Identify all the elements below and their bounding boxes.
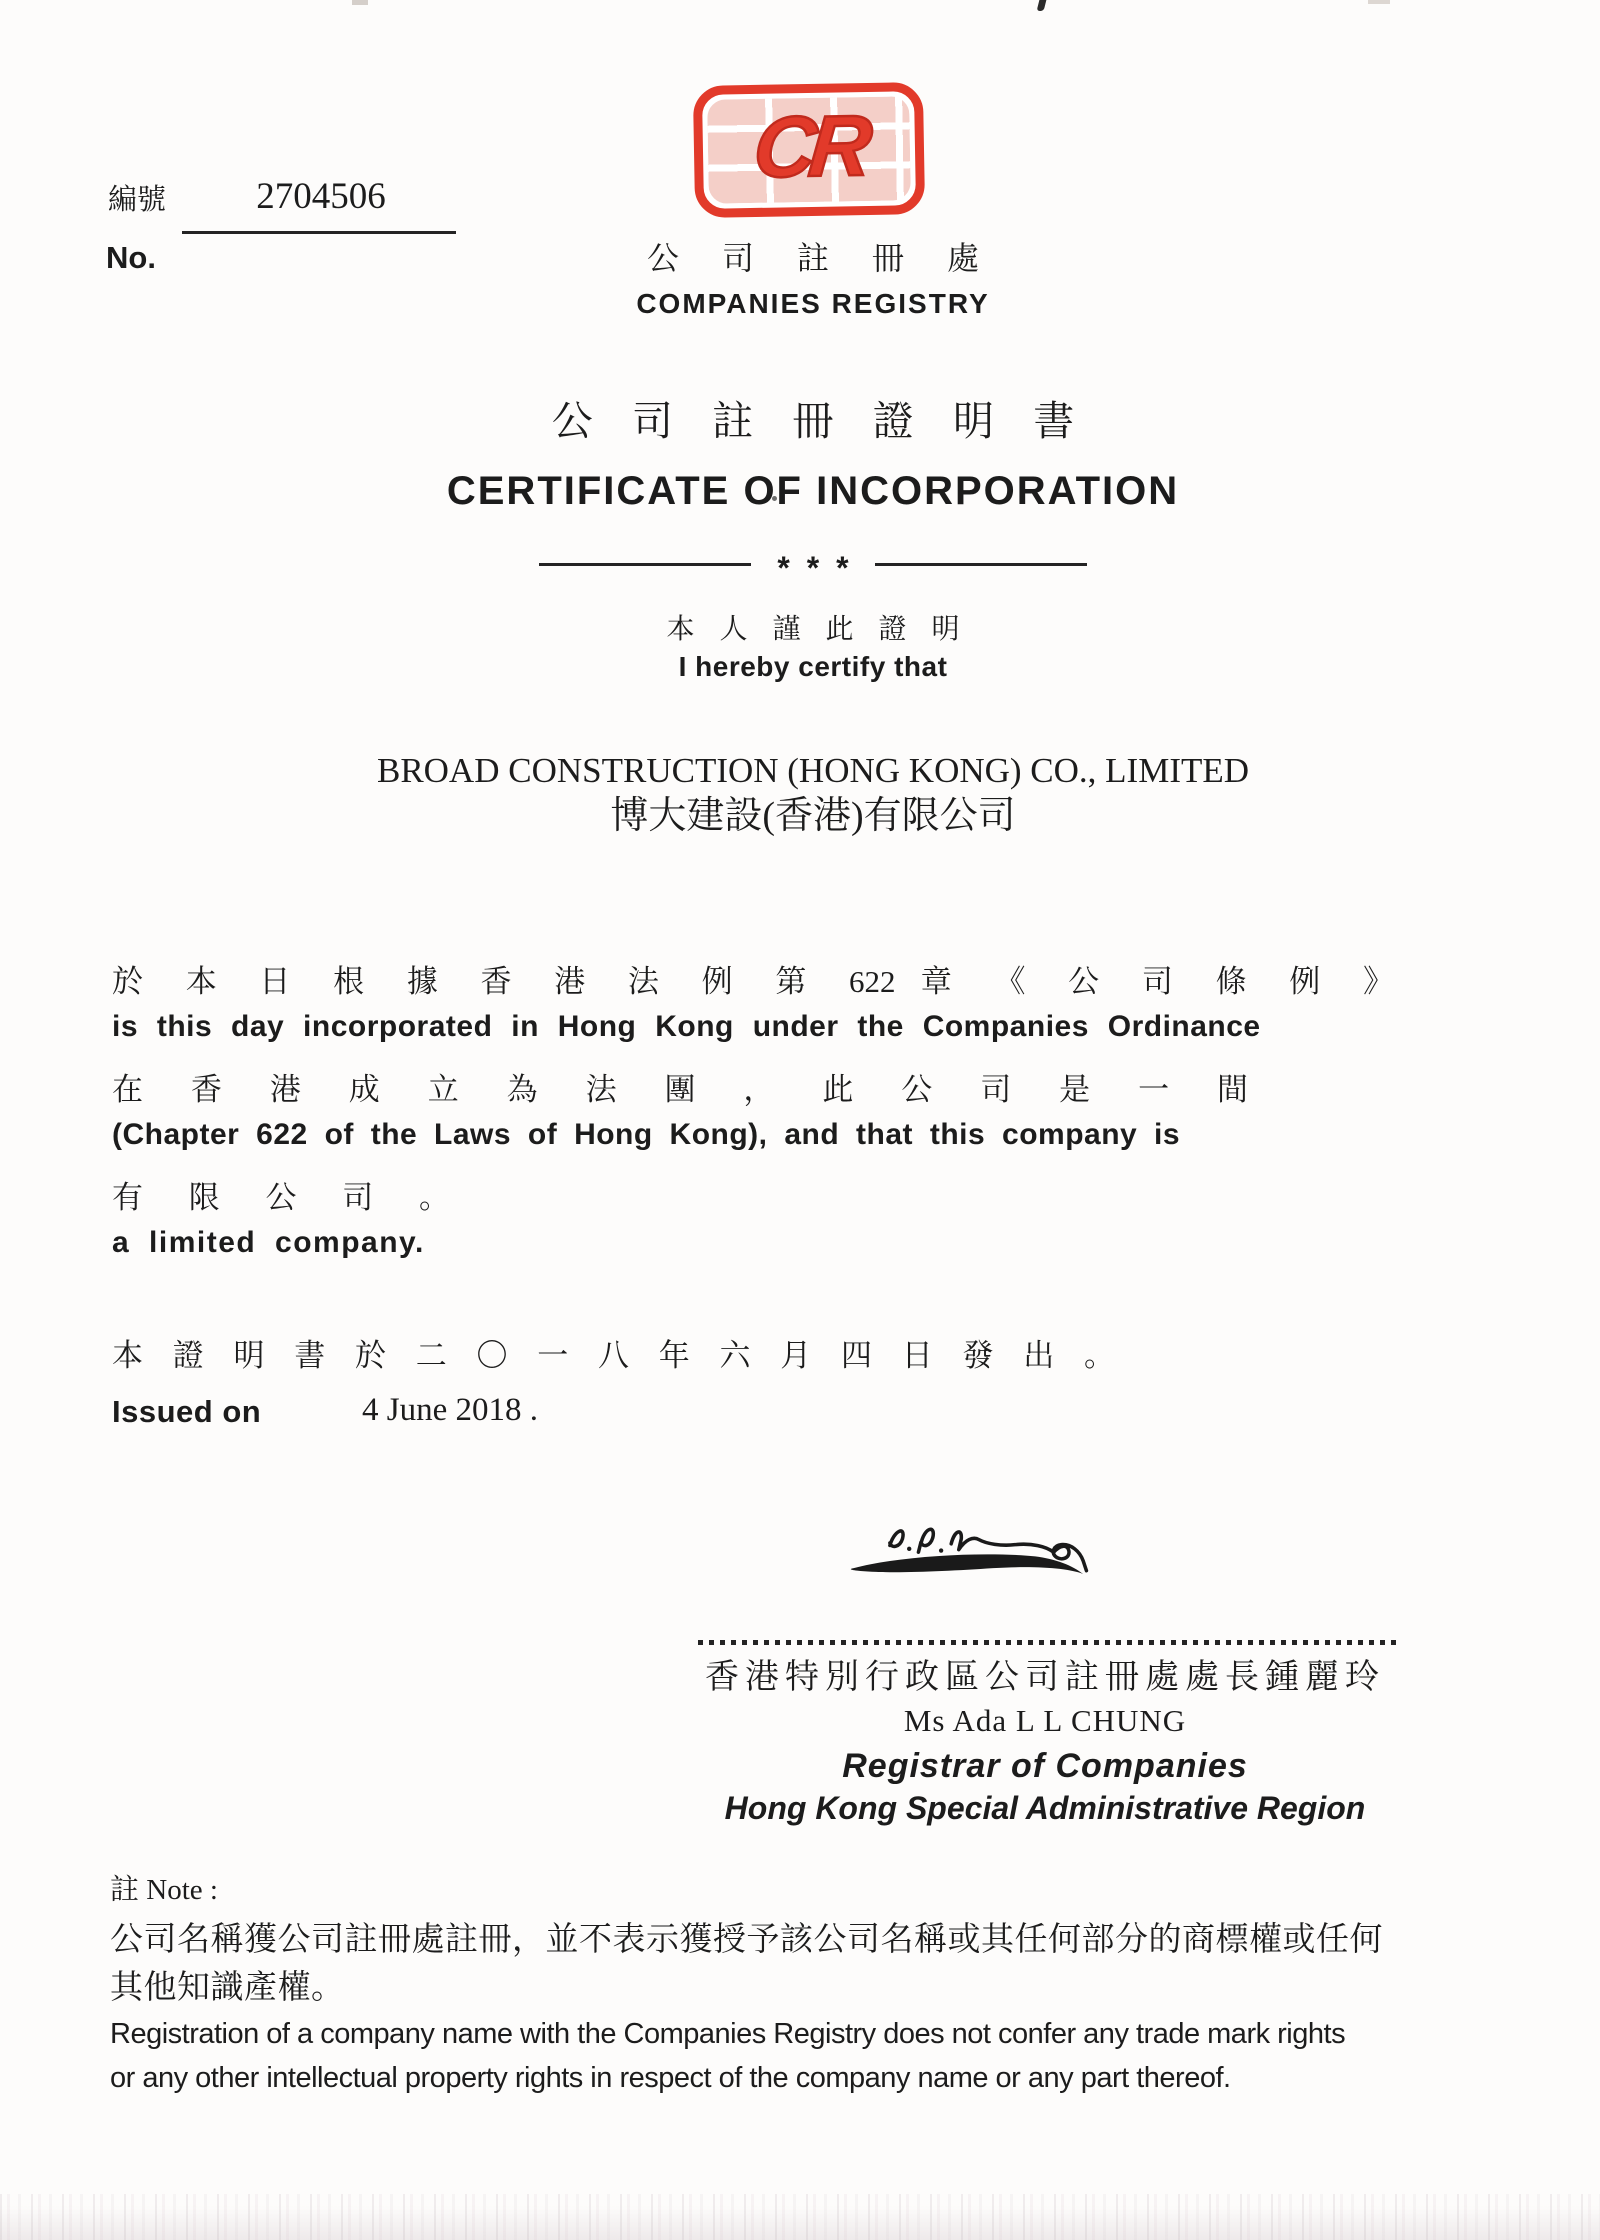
registrar-signature [842,1500,1094,1596]
issued-on-date: 4 June 2018 . [362,1392,538,1428]
incorporation-clause-chinese: 於 本 日 根 據 香 港 法 例 第 622 章 《 公 司 條 例 》 [112,964,1394,999]
scan-speck [1037,0,1047,11]
registry-name-chinese: 公 司 註 冊 處 [646,240,979,276]
certificate-title-chinese: 公 司 註 冊 證 明 書 [551,398,1075,444]
certificate-number-label-chinese: 編號 [108,184,167,216]
note-chinese-line2: 其他知識產權。 [110,1970,345,2006]
incorporation-clause-english: is this day incorporated in Hong Kong under the Companies Ordinance [112,1010,1261,1043]
divider-rule-right [875,563,1087,566]
issue-date-chinese: 本 證 明 書 於 二 〇 一 八 年 六 月 四 日 發 出 。 [112,1338,1115,1373]
scan-speck [352,0,368,5]
issued-on-label: Issued on [112,1394,262,1429]
divider-rule-left [539,563,751,566]
divider-stars: * * * [777,550,849,586]
registrar-name: Ms Ada L L CHUNG [903,1703,1187,1738]
registrar-title-chinese: 香港特別行政區公司註冊處處長鍾麗玲 [705,1659,1385,1696]
note-chinese-line1: 公司名稱獲公司註冊處註冊，並不表示獲授予該公司名稱或其任何部分的商標權或任何 [110,1922,1383,1958]
registrar-region: Hong Kong Special Administrative Region [724,1790,1366,1826]
note-label: 註 Note : [110,1874,218,1906]
title-divider [13,546,1600,586]
logo-cr-initials: CR [749,97,869,196]
certificate-title-english: CERTIFICATE OF INCORPORATION [446,469,1180,513]
registrar-title-english: Registrar of Companies [842,1747,1248,1785]
certify-statement-english: I hereby certify that [678,651,948,682]
logo-brick-background [707,96,911,204]
certificate-number-underline [182,231,456,234]
certificate-number-value: 2704506 [256,176,386,217]
scan-speck [1368,0,1390,4]
note-english-line1: Registration of a company name with the Companies Registry does not confer any trade mark rights [110,2018,1346,2050]
scan-noise-band [0,2194,1600,2240]
registry-name-english: COMPANIES REGISTRY [636,288,990,319]
ordinance-clause-english: (Chapter 622 of the Laws of Hong Kong), and that this company is [112,1118,1181,1151]
limited-company-clause-chinese: 有 限 公 司 。 [112,1180,450,1215]
company-name-chinese: 博大建設(香港)有限公司 [610,795,1016,837]
signature-dotted-line [698,1640,1402,1645]
companies-registry-logo [693,82,925,218]
certificate-number-label-english: No. [106,240,156,275]
certify-statement-chinese: 本 人 謹 此 證 明 [666,614,960,645]
company-name-english: BROAD CONSTRUCTION (HONG KONG) CO., LIMITED [376,751,1250,790]
note-english-line2: or any other intellectual property rights in respect of the company name or any part thereof. [110,2062,1231,2094]
ordinance-clause-chinese: 在 香 港 成 立 為 法 團 ， 此 公 司 是 一 間 [112,1072,1248,1107]
limited-company-clause-english: a limited company. [112,1226,425,1259]
